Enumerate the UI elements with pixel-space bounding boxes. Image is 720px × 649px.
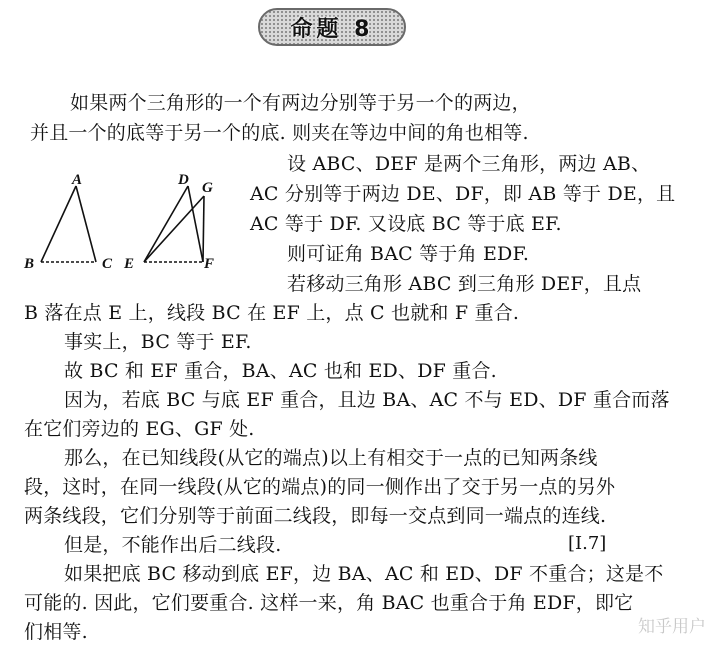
label-g: G [202,180,213,196]
proposition-title: 命题 8 [290,16,374,42]
label-d: D [178,172,189,188]
body-line-13: 两条线段，它们分别等于前面二线段，即每一交点到同一端点的连线. [24,505,607,527]
statement-line-1: 如果两个三角形的一个有两边分别等于另一个的两边， [70,92,531,114]
body-line-12: 段，这时，在同一线段(从它的端点)的同一侧作出了交于另一点的另外 [24,476,616,498]
label-a: A [72,172,83,188]
body-line-8: 故 BC 和 EF 重合，BA、AC 也和 ED、DF 重合. [64,360,497,382]
reference-tag: [I.7] [568,533,607,554]
label-c: C [102,256,113,272]
body-line-15: 如果把底 BC 移动到底 EF，边 BA、AC 和 ED、DF 不重合；这是不 [64,563,664,585]
body-line-7: 事实上，BC 等于 EF. [64,331,252,353]
body-line-1: 设 ABC、DEF 是两个三角形，两边 AB、 [287,153,651,175]
body-line-17: 们相等. [24,621,88,643]
body-line-3: AC 等于 DF. 又设底 BC 等于底 EF. [250,213,562,235]
body-line-5: 若移动三角形 ABC 到三角形 DEF，且点 [287,273,642,295]
segment-df [188,186,203,262]
watermark: 知乎用户 [638,617,706,637]
proposition-badge [258,8,406,46]
segment-de [144,186,188,262]
body-line-10: 在它们旁边的 EG、GF 处. [24,418,255,440]
body-line-4: 则可证角 BAC 等于角 EDF. [287,243,530,265]
segment-eg [144,196,204,262]
body-line-14: 但是，不能作出后二线段. [64,534,282,556]
label-e: E [124,256,135,272]
body-line-11: 那么，在已知线段(从它的端点)以上有相交于一点的已知两条线 [64,447,598,469]
statement-line-2: 并且一个的底等于另一个的底. 则夹在等边中间的角也相等. [30,122,529,144]
body-line-9: 因为，若底 BC 与底 EF 重合，且边 BA、AC 不与 ED、DF 重合而落 [64,389,670,411]
segment-gf [203,196,204,262]
triangle-figure [18,170,228,280]
body-line-16: 可能的. 因此，它们要重合. 这样一来，角 BAC 也重合于角 EDF，即它 [24,592,634,614]
body-line-2: AC 分别等于两边 DE、DF，即 AB 等于 DE，且 [250,183,676,205]
label-b: B [24,256,35,272]
body-line-6: B 落在点 E 上，线段 BC 在 EF 上，点 C 也就和 F 重合. [24,302,520,324]
label-f: F [204,256,215,272]
segment-ab [41,186,76,262]
segment-ac [76,186,96,262]
